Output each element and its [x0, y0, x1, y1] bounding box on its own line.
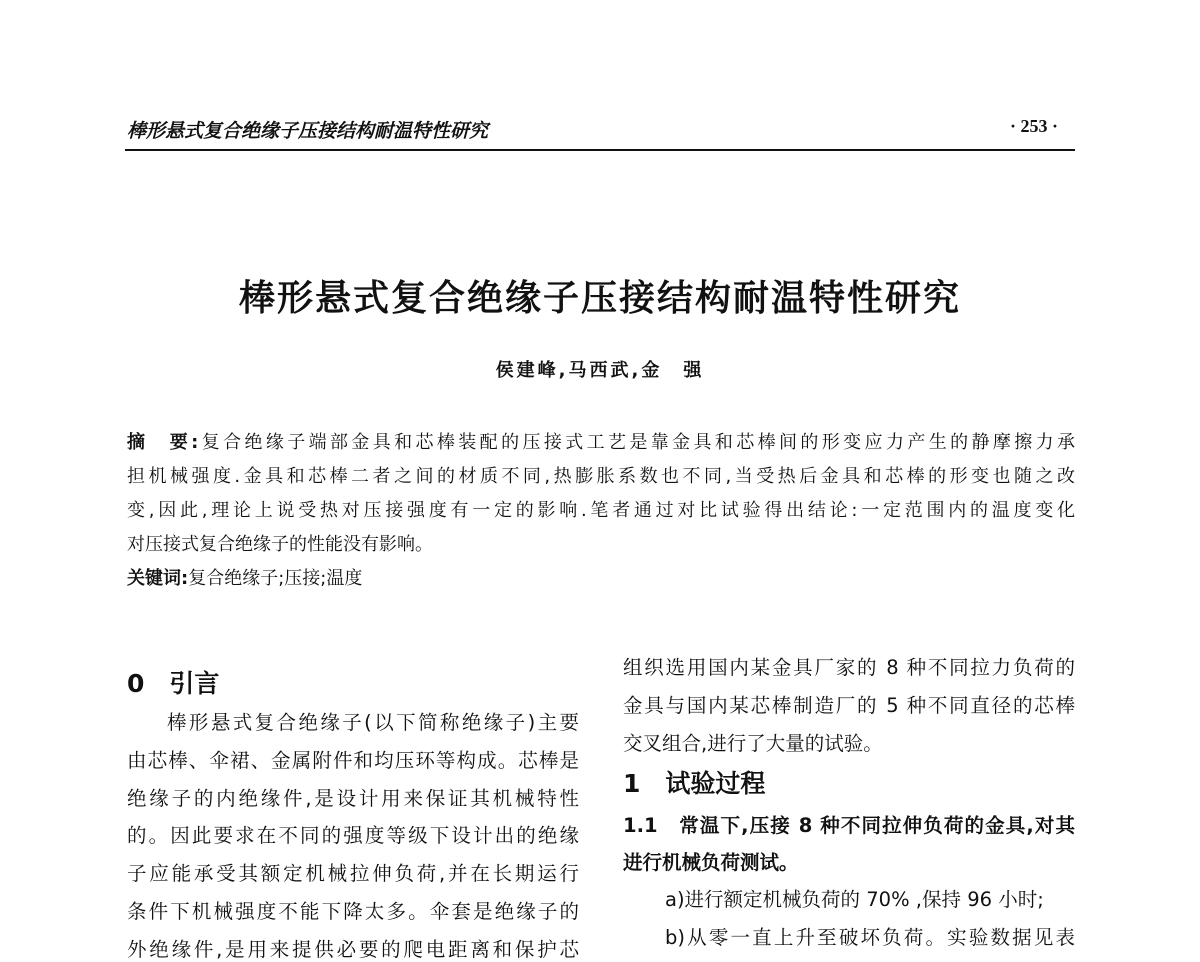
section-heading-experiment: 1 试验过程	[623, 769, 766, 798]
abstract-line: 担机械强度.金具和芯棒二者之间的材质不同,热膨胀系数也不同,当受热后金具和芯棒的形变也随之改	[127, 466, 1075, 487]
list-item: a)进行额定机械负荷的 70% ,保持 96 小时;	[665, 888, 1044, 911]
abstract-line: 复合绝缘子端部金具和芯棒装配的压接式工艺是靠金具和芯棒间的形变应力产生的静摩擦力承	[198, 432, 1075, 453]
page-number: · 253 ·	[1010, 116, 1059, 136]
section-heading-intro: 0 引言	[127, 669, 220, 698]
body-line: 交叉组合,进行了大量的试验。	[623, 732, 883, 755]
body-line: 金具与国内某芯棒制造厂的 5 种不同直径的芯棒	[623, 694, 1075, 717]
body-line: 条件下机械强度不能下降太多。伞套是绝缘子的	[127, 900, 579, 923]
list-item: b)从零一直上升至破坏负荷。实验数据见表	[665, 926, 1075, 949]
running-title: 棒形悬式复合绝缘子压接结构耐温特性研究	[127, 120, 489, 142]
abstract-line: 变,因此,理论上说受热对压接强度有一定的影响.笔者通过对比试验得出结论:一定范围内的温度变化	[127, 500, 1075, 521]
body-line: 的。因此要求在不同的强度等级下设计出的绝缘	[127, 824, 579, 847]
header-rule	[125, 149, 1075, 151]
authors: 侯建峰,马西武,金 强	[495, 360, 705, 381]
keywords: 复合绝缘子;压接;温度	[188, 568, 363, 589]
abstract-line: 对压接式复合绝缘子的性能没有影响。	[127, 534, 433, 555]
abstract-label: 摘 要:	[127, 432, 199, 453]
subheading-line: 1.1 常温下,压接 8 种不同拉伸负荷的金具,对其	[623, 814, 1075, 837]
subheading-line: 进行机械负荷测试。	[623, 851, 799, 874]
body-line: 由芯棒、伞裙、金属附件和均压环等构成。芯棒是	[127, 749, 579, 772]
body-line: 绝缘子的内绝缘件,是设计用来保证其机械特性	[127, 787, 579, 810]
body-line: 组织选用国内某金具厂家的 8 种不同拉力负荷的	[623, 656, 1075, 679]
keywords-label: 关键词:	[127, 568, 189, 589]
body-line: 外绝缘件,是用来提供必要的爬电距离和保护芯	[127, 938, 579, 961]
body-line: 子应能承受其额定机械拉伸负荷,并在长期运行	[127, 862, 579, 885]
body-line: 棒形悬式复合绝缘子(以下简称绝缘子)主要	[167, 711, 579, 734]
paper-title: 棒形悬式复合绝缘子压接结构耐温特性研究	[238, 278, 961, 319]
